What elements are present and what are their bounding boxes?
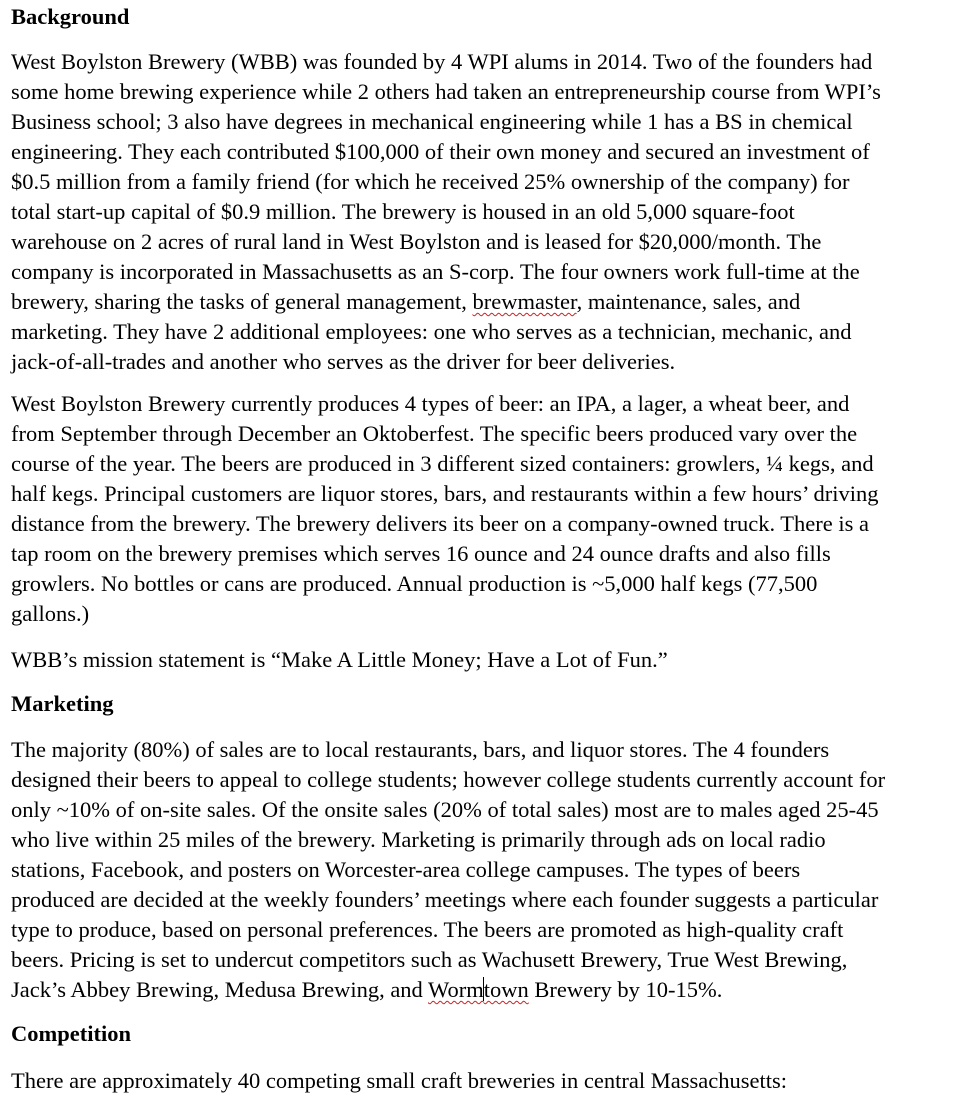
text-line: course of the year. The beers are produced in 3 different sized containers: growlers, ¼ kegs, and bbox=[11, 451, 874, 476]
text-run: , maintenance, sales, and bbox=[576, 289, 801, 314]
text-line: some home brewing experience while 2 others had taken an entrepreneurship course from WPI’s bbox=[11, 79, 881, 104]
text-line: $0.5 million from a family friend (for which he received 25% ownership of the company) for bbox=[11, 169, 850, 194]
text-line: from September through December an Oktoberfest. The specific beers produced vary over the bbox=[11, 421, 858, 446]
text-run: Brewery by 10-15%. bbox=[528, 977, 723, 1002]
paragraph-background-2 bbox=[11, 389, 878, 629]
heading-competition: Competition bbox=[11, 1021, 131, 1046]
text-line: warehouse on 2 acres of rural land in West Boylston and is leased for $20,000/month. The bbox=[11, 229, 822, 254]
text-line: marketing. They have 2 additional employees: one who serves as a technician, mechanic, and bbox=[11, 319, 852, 344]
text-line: stations, Facebook, and posters on Worcester-area college campuses. The types of beers bbox=[11, 857, 801, 882]
text-run: brewery, sharing the tasks of general management, bbox=[11, 289, 473, 314]
text-line: type to produce, based on personal preferences. The beers are promoted as high-quality craft bbox=[11, 917, 844, 942]
heading-background: Background bbox=[11, 4, 130, 29]
text-line: only ~10% of on-site sales. Of the onsite sales (20% of total sales) most are to males aged 25-45 bbox=[11, 797, 879, 822]
spellcheck-word-wormtown[interactable] bbox=[428, 977, 529, 1002]
text-line: distance from the brewery. The brewery delivers its beer on a company-owned truck. There is a bbox=[11, 511, 870, 536]
paragraph-mission: WBB’s mission statement is “Make A Little Money; Have a Lot of Fun.” bbox=[11, 647, 668, 672]
text-line: Business school; 3 also have degrees in mechanical engineering while 1 has a BS in chemical bbox=[11, 109, 853, 134]
text-line: engineering. They each contributed $100,000 of their own money and secured an investment of bbox=[11, 139, 870, 164]
text-run: Jack’s Abbey Brewing, Medusa Brewing, and bbox=[11, 977, 429, 1002]
text-line: The majority (80%) of sales are to local restaurants, bars, and liquor stores. The 4 founders bbox=[11, 737, 830, 762]
text-line: jack-of-all-trades and another who serves as the driver for beer deliveries. bbox=[11, 349, 676, 374]
text-line: who live within 25 miles of the brewery. Marketing is primarily through ads on local radio bbox=[11, 827, 826, 852]
paragraph-background-1 bbox=[11, 47, 881, 377]
text-line: produced are decided at the weekly founders’ meetings where each founder suggests a particular bbox=[11, 887, 879, 912]
text-line: gallons.) bbox=[11, 601, 90, 626]
text-line: growlers. No bottles or cans are produced. Annual production is ~5,000 half kegs (77,500 bbox=[11, 571, 818, 596]
text-line: half kegs. Principal customers are liquor stores, bars, and restaurants within a few hours’ driving bbox=[11, 481, 879, 506]
text-run: town bbox=[483, 977, 529, 1002]
spellcheck-word-brewmaster[interactable]: brewmaster bbox=[472, 289, 577, 314]
text-line: tap room on the brewery premises which serves 16 ounce and 24 ounce drafts and also fills bbox=[11, 541, 831, 566]
text-line: West Boylston Brewery currently produces 4 types of beer: an IPA, a lager, a wheat beer, and bbox=[11, 391, 850, 416]
text-line: designed their beers to appeal to college students; however college students currently account for bbox=[11, 767, 886, 792]
text-run: Worm bbox=[428, 977, 484, 1002]
paragraph-marketing bbox=[11, 735, 885, 1005]
text-line: total start-up capital of $0.9 million. The brewery is housed in an old 5,000 square-foot bbox=[11, 199, 795, 224]
text-line: West Boylston Brewery (WBB) was founded by 4 WPI alums in 2014. Two of the founders had bbox=[11, 49, 873, 74]
text-line: beers. Pricing is set to undercut competitors such as Wachusett Brewery, True West Brewing, bbox=[11, 947, 848, 972]
text-line bbox=[11, 975, 885, 1005]
heading-marketing: Marketing bbox=[11, 691, 114, 716]
text-line: company is incorporated in Massachusetts as an S-corp. The four owners work full-time at the bbox=[11, 259, 860, 284]
text-line bbox=[11, 287, 881, 317]
paragraph-competition: There are approximately 40 competing small craft breweries in central Massachusetts: bbox=[11, 1068, 787, 1093]
